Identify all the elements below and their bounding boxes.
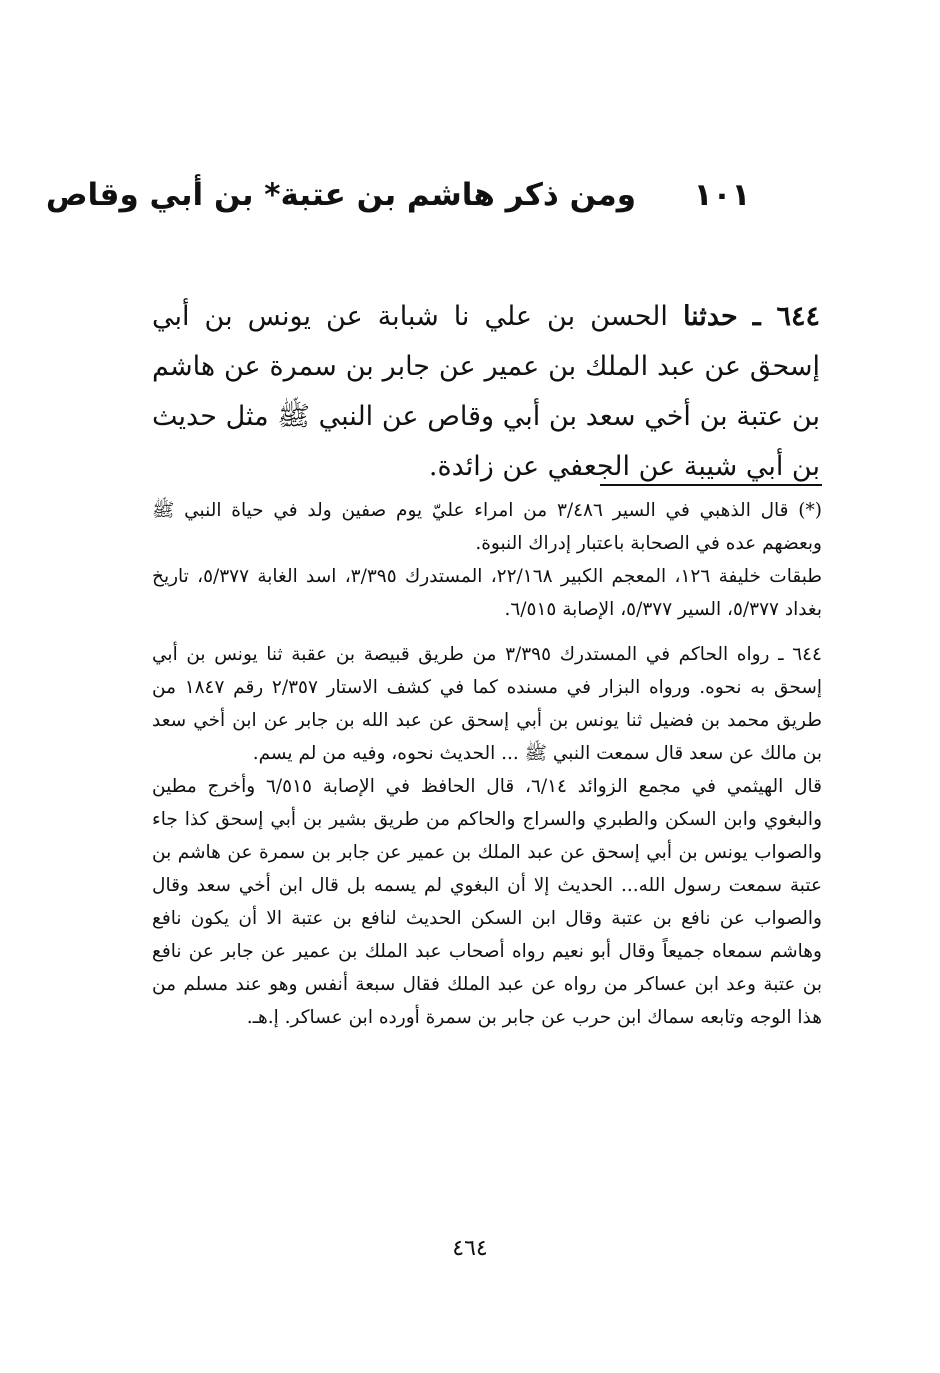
section-heading bbox=[45, 170, 762, 220]
footnote-star: (*) قال الذهبي في السير ٣/٤٨٦ من امراء عليّ يوم صفين ولد في حياة النبي ﷺ وبعضهم عده في الصحابة باعتبار إدراك النبوة. bbox=[152, 500, 822, 554]
hadith-lead-word: حدثنا bbox=[682, 301, 738, 332]
footnotes bbox=[152, 494, 822, 1034]
hadith-number: ٦٤٤ ـ bbox=[752, 301, 820, 332]
footnote-sources: طبقات خليفة ١٢٦، المعجم الكبير ٢٢/١٦٨، المستدرك ٣/٣٩٥، اسد الغابة ٥/٣٧٧، تاريخ بغداد ٥/٣٧٧، السير ٥/٣٧٧، الإصابة ٦/٥١٥. bbox=[152, 566, 823, 620]
section-title: ومن ذكر هاشم بن عتبة* بن أبي وقاص bbox=[45, 177, 636, 213]
main-text bbox=[152, 292, 820, 492]
page-number: ٤٦٤ bbox=[452, 1236, 488, 1261]
footnote-divider bbox=[600, 484, 822, 486]
hadith-text: الحسن بن علي نا شبابة عن يونس بن أبي إسحق عن عبد الملك بن عمير عن جابر بن سمرة عن هاشم بن عتبة بن أخي سعد بن أبي وقاص عن النبي ﷺ مثل حديث بن أبي شيبة عن الجعفي عن زائدة. bbox=[152, 301, 820, 482]
hadith-paragraph bbox=[152, 292, 820, 492]
section-number: ١٠١ bbox=[693, 177, 751, 213]
footnote-haythami: قال الهيثمي في مجمع الزوائد ٦/١٤، قال الحافظ في الإصابة ٦/٥١٥ وأخرج مطين والبغوي وابن السكن والطبري والسراج والحاكم من طريق بشير بن أبي إسحق كذا جاء والصواب يونس بن أبي إسحق عن عبد الملك بن عمير عن جابر بن سمرة عن هاشم بن عتبة سمعت رسول الله... الحديث إلا أن البغوي لم يسمه بل قال ابن أخي سعد وقال والصواب عن نافع بن عتبة وقال ابن السكن الحديث لنافع بن عتبة الا أن يكون نافع وهاشم سمعاه جميعاً وقال أبو نعيم رواه أصحاب عبد الملك بن عمير عن جابر عن نافع بن عتبة وعد ابن عساكر من رواه عن عبد الملك فقال سبعة أنفس وهو عند مسلم من هذا الوجه وتابعه سماك ابن حرب عن جابر بن سمرة أورده ابن عساكر. إ.هـ. bbox=[152, 776, 823, 1028]
footnote-644: ٦٤٤ ـ رواه الحاكم في المستدرك ٣/٣٩٥ من طريق قبيصة بن عقبة ثنا يونس بن أبي إسحق به نحوه. ورواه البزار في مسنده كما في كشف الاستار ٢/٣٥٧ رقم ١٨٤٧ من طريق محمد بن فضيل ثنا يونس بن أبي إسحق عن عبد الله بن جابر عن ابن أخي سعد بن مالك عن سعد قال سمعت النبي ﷺ ... الحديث نحوه، وفيه من لم يسم. bbox=[152, 644, 822, 764]
